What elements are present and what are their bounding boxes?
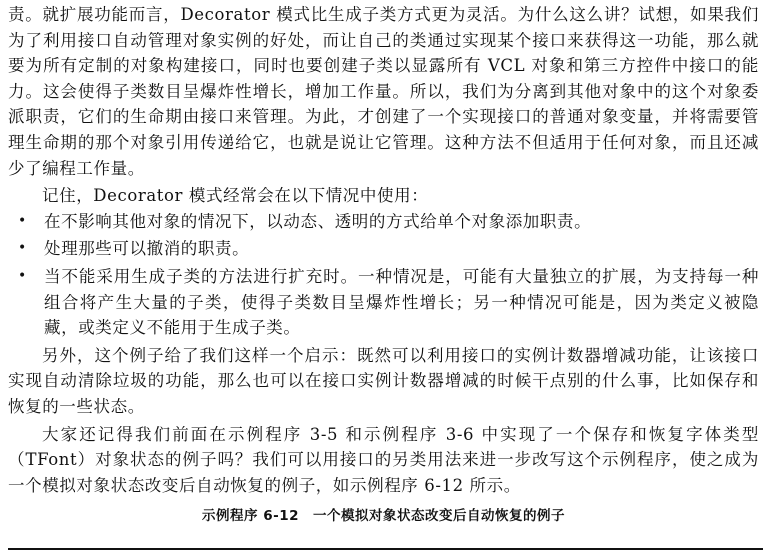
caption-divider <box>8 548 763 550</box>
list-item-text: 处理那些可以撤消的职责。 <box>44 239 250 259</box>
decorator-usage-list <box>8 209 759 341</box>
paragraph-decorator-usage-intro: 记住，Decorator 模式经常会在以下情况中使用： <box>42 186 429 206</box>
bullet-icon: • <box>18 240 27 257</box>
list-item-text: 在不影响其他对象的情况下，以动态、透明的方式给单个对象添加职责。 <box>44 211 592 231</box>
bullet-icon: • <box>18 267 27 284</box>
list-item <box>18 264 759 341</box>
list-item-text: 当不能采用生成子类的方法进行扩充时。一种情况是，可能有大量独立的扩展，为支持每一种组合将产生大量的子类，使得子类数目呈爆炸性增长；另一种情况可能是，因为类定义被隐藏，或类定义不能用于生成子类。 <box>44 266 759 338</box>
paragraph-decorator-flexibility: 责。就扩展功能而言，Decorator 模式比生成子类方式更为灵活。为什么这么讲？试想，如果我们为了利用接口自动管理对象实例的好处，而让自己的类通过实现某个接口来获得这一功能，那么就要为所有定制的对象构建接口，同时也要创建子类以显露所有 VCL 对象和第三方控件中接口的能力。这会使得子类数目呈爆炸性增长，增加工作量。所以，我们为分离到其他对象中的这个对象委派职责，它们的生命期由接口来管理。为此，才创建了一个实现接口的普通对象变量，并将需要管理生命期的那个对象引用传递给它，也就是说让它管理。这种方法不但适用于任何对象，而且还减少了编程工作量。 <box>8 5 759 178</box>
paragraph-example-reference: 大家还记得我们前面在示例程序 3-5 和示例程序 3-6 中实现了一个保存和恢复字体类型（TFont）对象状态的例子吗？我们可以用接口的另类用法来进一步改写这个示例程序，使之成为一个模拟对象状态改变后自动恢复的例子，如示例程序 6-12 所示。 <box>8 424 759 495</box>
list-item <box>18 236 759 262</box>
listing-caption: 示例程序 6-12 一个模拟对象状态改变后自动恢复的例子 <box>202 508 565 525</box>
bullet-icon: • <box>18 212 27 229</box>
list-item <box>18 209 759 235</box>
paragraph-interface-counter-insight: 另外，这个例子给了我们这样一个启示：既然可以利用接口的实例计数器增减功能，让该接口实现自动清除垃圾的功能，那么也可以在接口实例计数器增减的时候干点别的什么事，比如保存和恢复的一些状态。 <box>8 345 759 416</box>
